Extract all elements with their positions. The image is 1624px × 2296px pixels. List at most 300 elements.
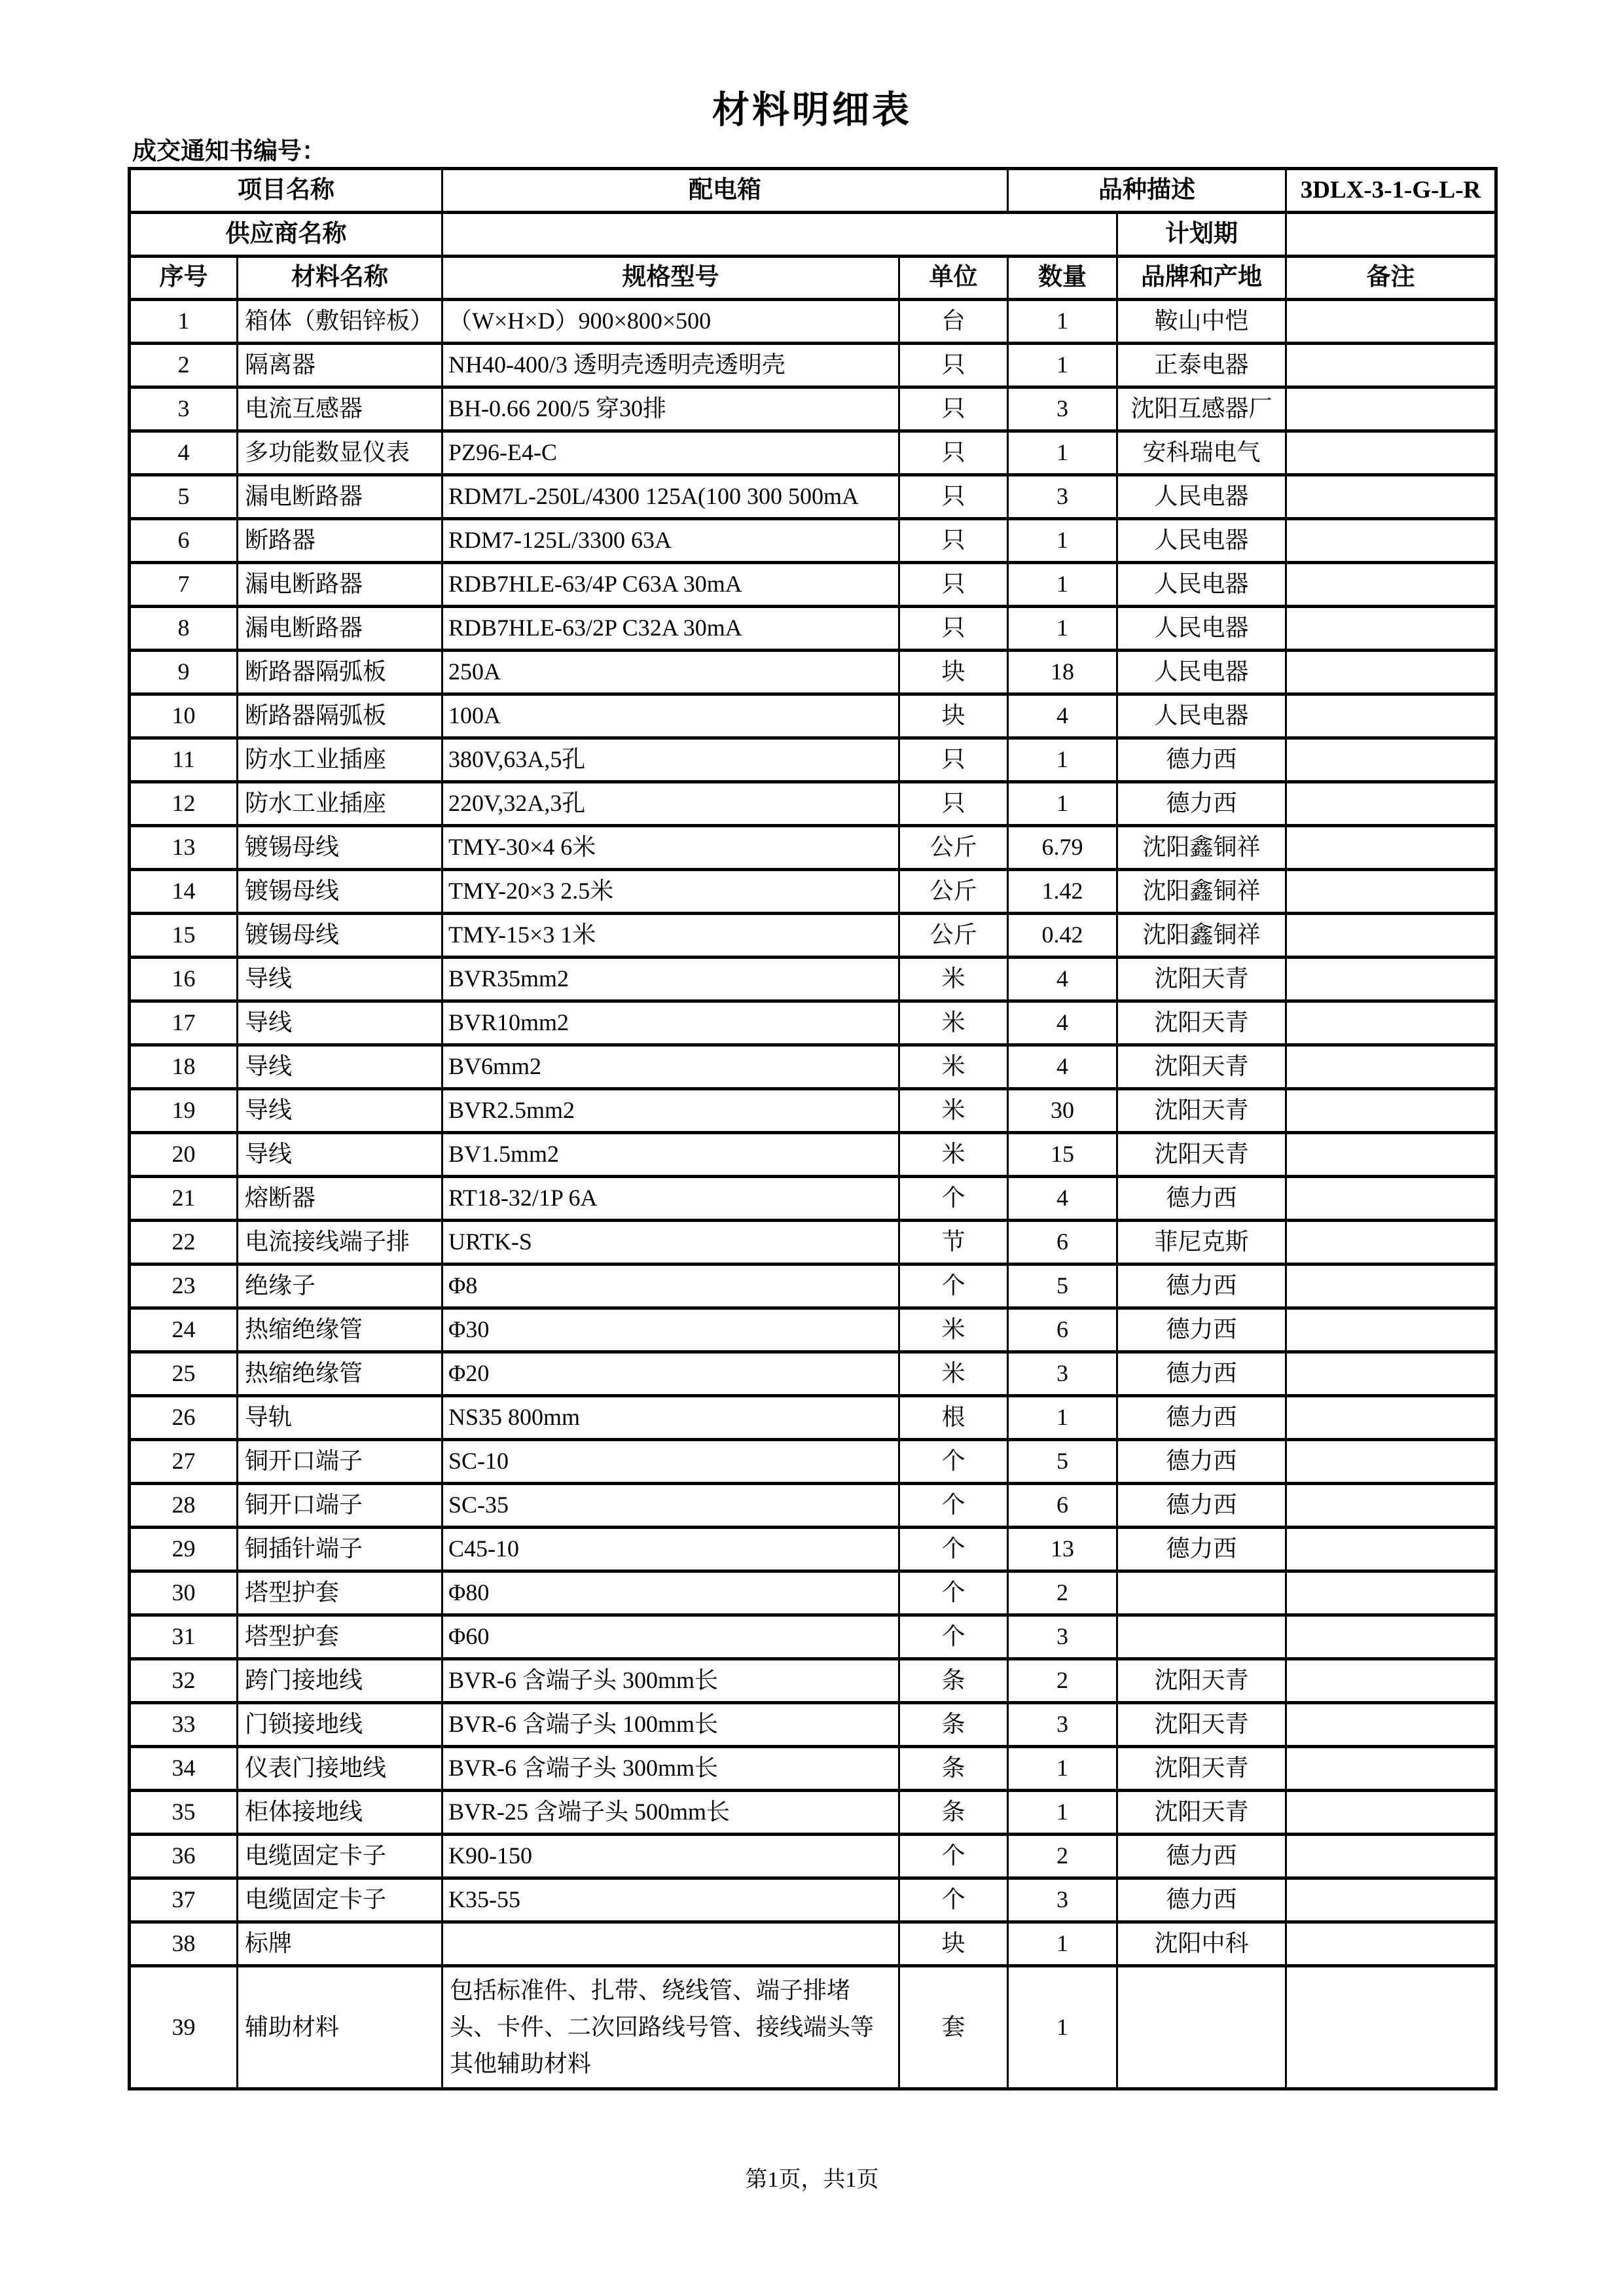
material-name-cell: 多功能数显仪表	[238, 431, 442, 475]
spec-model-cell: Φ30	[442, 1308, 899, 1352]
unit-cell: 米	[899, 1308, 1008, 1352]
spec-model-cell: BV1.5mm2	[442, 1133, 899, 1177]
table-row	[130, 1528, 1496, 1571]
note-cell	[1286, 519, 1496, 563]
spec-model-cell: Φ60	[442, 1615, 899, 1659]
brand-origin-cell: 德力西	[1117, 738, 1286, 782]
brand-origin-cell: 德力西	[1117, 1528, 1286, 1571]
material-name-cell: 柜体接地线	[238, 1791, 442, 1835]
spec-model-cell: BVR35mm2	[442, 958, 899, 1001]
row-no-cell: 15	[130, 914, 238, 958]
material-name-cell: 塔型护套	[238, 1615, 442, 1659]
col-header-note: 备注	[1286, 257, 1496, 300]
table-row	[130, 607, 1496, 651]
brand-origin-cell: 沈阳天青	[1117, 1791, 1286, 1835]
note-cell	[1286, 782, 1496, 826]
spec-model-cell: BVR-6 含端子头 300mm长	[442, 1747, 899, 1791]
spec-model-cell: RT18-32/1P 6A	[442, 1177, 899, 1221]
note-cell	[1286, 1747, 1496, 1791]
material-name-cell: 电流互感器	[238, 387, 442, 431]
unit-cell: 只	[899, 344, 1008, 387]
plan-period-value	[1286, 213, 1496, 257]
row-no-cell: 25	[130, 1352, 238, 1396]
table-row	[130, 1133, 1496, 1177]
brand-origin-cell: 人民电器	[1117, 563, 1286, 607]
table-row	[130, 1396, 1496, 1440]
note-cell	[1286, 475, 1496, 519]
row-no-cell: 27	[130, 1440, 238, 1484]
quantity-cell: 6	[1008, 1221, 1117, 1265]
spec-model-cell: K90-150	[442, 1835, 899, 1878]
row-no-cell: 5	[130, 475, 238, 519]
quantity-cell: 6.79	[1008, 826, 1117, 870]
quantity-cell: 1	[1008, 1922, 1117, 1966]
row-no-cell: 36	[130, 1835, 238, 1878]
table-row	[130, 1966, 1496, 2089]
unit-cell: 只	[899, 475, 1008, 519]
page-title: 材料明细表	[712, 89, 912, 131]
note-cell	[1286, 387, 1496, 431]
note-cell	[1286, 563, 1496, 607]
table-row	[130, 826, 1496, 870]
brand-origin-cell: 沈阳天青	[1117, 1133, 1286, 1177]
row-no-cell: 31	[130, 1615, 238, 1659]
table-row	[130, 1659, 1496, 1703]
unit-cell: 个	[899, 1484, 1008, 1528]
note-cell	[1286, 651, 1496, 694]
table-row	[130, 1747, 1496, 1791]
note-cell	[1286, 300, 1496, 344]
brand-origin-cell: 沈阳天青	[1117, 1045, 1286, 1089]
material-name-cell: 箱体（敷铝锌板）	[238, 300, 442, 344]
row-no-cell: 17	[130, 1001, 238, 1045]
col-header-quantity: 数量	[1008, 257, 1117, 300]
material-name-cell: 导线	[238, 1133, 442, 1177]
unit-cell: 只	[899, 607, 1008, 651]
quantity-cell: 30	[1008, 1089, 1117, 1133]
col-header-material-name: 材料名称	[238, 257, 442, 300]
brand-origin-cell: 沈阳鑫铜祥	[1117, 914, 1286, 958]
quantity-cell: 2	[1008, 1571, 1117, 1615]
material-name-cell: 标牌	[238, 1922, 442, 1966]
table-row	[130, 958, 1496, 1001]
note-cell	[1286, 870, 1496, 914]
note-cell	[1286, 1440, 1496, 1484]
brand-origin-cell: 沈阳鑫铜祥	[1117, 870, 1286, 914]
note-cell	[1286, 431, 1496, 475]
brand-origin-cell: 德力西	[1117, 1177, 1286, 1221]
row-no-cell: 32	[130, 1659, 238, 1703]
spec-model-cell: 100A	[442, 694, 899, 738]
quantity-cell: 4	[1008, 694, 1117, 738]
table-row	[130, 782, 1496, 826]
material-name-cell: 隔离器	[238, 344, 442, 387]
unit-cell: 块	[899, 694, 1008, 738]
quantity-cell: 1	[1008, 1396, 1117, 1440]
material-name-cell: 电缆固定卡子	[238, 1878, 442, 1922]
unit-cell: 条	[899, 1747, 1008, 1791]
unit-cell: 节	[899, 1221, 1008, 1265]
brand-origin-cell: 人民电器	[1117, 651, 1286, 694]
note-cell	[1286, 1791, 1496, 1835]
note-cell	[1286, 738, 1496, 782]
brand-origin-cell: 德力西	[1117, 1878, 1286, 1922]
brand-origin-cell: 德力西	[1117, 1440, 1286, 1484]
plan-period-label: 计划期	[1117, 213, 1286, 257]
note-cell	[1286, 1878, 1496, 1922]
note-cell	[1286, 958, 1496, 1001]
row-no-cell: 22	[130, 1221, 238, 1265]
unit-cell: 米	[899, 1089, 1008, 1133]
row-no-cell: 38	[130, 1922, 238, 1966]
spec-model-cell	[442, 1922, 899, 1966]
spec-model-cell: URTK-S	[442, 1221, 899, 1265]
spec-model-cell: BVR2.5mm2	[442, 1089, 899, 1133]
note-cell	[1286, 1396, 1496, 1440]
material-name-cell: 导线	[238, 1045, 442, 1089]
spec-model-cell: 包括标准件、扎带、绕线管、端子排堵头、卡件、二次回路线号管、接线端头等其他辅助材料	[442, 1966, 899, 2089]
brand-origin-cell: 沈阳天青	[1117, 1089, 1286, 1133]
spec-model-cell: Φ80	[442, 1571, 899, 1615]
row-no-cell: 8	[130, 607, 238, 651]
quantity-cell: 0.42	[1008, 914, 1117, 958]
brand-origin-cell	[1117, 1571, 1286, 1615]
note-cell	[1286, 1133, 1496, 1177]
table-row	[130, 1571, 1496, 1615]
unit-cell: 个	[899, 1177, 1008, 1221]
table-row	[130, 651, 1496, 694]
material-name-cell: 镀锡母线	[238, 826, 442, 870]
notice-number-label: 成交通知书编号：	[132, 137, 326, 164]
quantity-cell: 4	[1008, 1001, 1117, 1045]
material-table	[128, 167, 1498, 2090]
table-row	[130, 344, 1496, 387]
note-cell	[1286, 1265, 1496, 1308]
quantity-cell: 1	[1008, 607, 1117, 651]
info-row-supplier	[130, 213, 1496, 257]
info-row-project	[130, 169, 1496, 213]
note-cell	[1286, 1659, 1496, 1703]
brand-origin-cell: 人民电器	[1117, 519, 1286, 563]
table-row	[130, 1352, 1496, 1396]
note-cell	[1286, 1177, 1496, 1221]
table-row	[130, 431, 1496, 475]
table-row	[130, 1835, 1496, 1878]
quantity-cell: 4	[1008, 1177, 1117, 1221]
spec-model-cell: （W×H×D）900×800×500	[442, 300, 899, 344]
row-no-cell: 24	[130, 1308, 238, 1352]
quantity-cell: 1	[1008, 563, 1117, 607]
spec-model-cell: C45-10	[442, 1528, 899, 1571]
unit-cell: 只	[899, 563, 1008, 607]
row-no-cell: 12	[130, 782, 238, 826]
brand-origin-cell: 德力西	[1117, 1484, 1286, 1528]
quantity-cell: 3	[1008, 475, 1117, 519]
note-cell	[1286, 1045, 1496, 1089]
note-cell	[1286, 1528, 1496, 1571]
note-cell	[1286, 1308, 1496, 1352]
unit-cell: 个	[899, 1835, 1008, 1878]
brand-origin-cell: 德力西	[1117, 1835, 1286, 1878]
variety-desc-label: 品种描述	[1008, 169, 1286, 213]
material-name-cell: 铜开口端子	[238, 1440, 442, 1484]
note-cell	[1286, 607, 1496, 651]
brand-origin-cell: 德力西	[1117, 782, 1286, 826]
table-row	[130, 694, 1496, 738]
row-no-cell: 29	[130, 1528, 238, 1571]
quantity-cell: 5	[1008, 1265, 1117, 1308]
quantity-cell: 3	[1008, 1352, 1117, 1396]
spec-model-cell: 220V,32A,3孔	[442, 782, 899, 826]
spec-model-cell: RDB7HLE-63/4P C63A 30mA	[442, 563, 899, 607]
table-row	[130, 914, 1496, 958]
brand-origin-cell: 德力西	[1117, 1265, 1286, 1308]
unit-cell: 条	[899, 1703, 1008, 1747]
unit-cell: 套	[899, 1966, 1008, 2089]
table-row	[130, 1922, 1496, 1966]
quantity-cell: 3	[1008, 1615, 1117, 1659]
table-row	[130, 475, 1496, 519]
note-cell	[1286, 1615, 1496, 1659]
quantity-cell: 1.42	[1008, 870, 1117, 914]
col-header-brand-origin: 品牌和产地	[1117, 257, 1286, 300]
brand-origin-cell	[1117, 1615, 1286, 1659]
spec-model-cell: BV6mm2	[442, 1045, 899, 1089]
row-no-cell: 11	[130, 738, 238, 782]
quantity-cell: 1	[1008, 431, 1117, 475]
brand-origin-cell	[1117, 1966, 1286, 2089]
brand-origin-cell: 沈阳鑫铜祥	[1117, 826, 1286, 870]
spec-model-cell: RDM7L-250L/4300 125A(100 300 500mA	[442, 475, 899, 519]
unit-cell: 块	[899, 651, 1008, 694]
spec-model-cell: TMY-30×4 6米	[442, 826, 899, 870]
table-row	[130, 300, 1496, 344]
spec-model-cell: NH40-400/3 透明壳透明壳透明壳	[442, 344, 899, 387]
unit-cell: 块	[899, 1922, 1008, 1966]
table-row	[130, 1089, 1496, 1133]
material-name-cell: 断路器	[238, 519, 442, 563]
spec-model-cell: NS35 800mm	[442, 1396, 899, 1440]
material-name-cell: 防水工业插座	[238, 782, 442, 826]
quantity-cell: 3	[1008, 1703, 1117, 1747]
unit-cell: 个	[899, 1615, 1008, 1659]
row-no-cell: 21	[130, 1177, 238, 1221]
unit-cell: 个	[899, 1440, 1008, 1484]
brand-origin-cell: 人民电器	[1117, 694, 1286, 738]
table-row	[130, 1615, 1496, 1659]
row-no-cell: 28	[130, 1484, 238, 1528]
table-row	[130, 1484, 1496, 1528]
quantity-cell: 1	[1008, 1966, 1117, 2089]
quantity-cell: 5	[1008, 1440, 1117, 1484]
note-cell	[1286, 1352, 1496, 1396]
unit-cell: 米	[899, 1001, 1008, 1045]
note-cell	[1286, 1966, 1496, 2089]
unit-cell: 公斤	[899, 914, 1008, 958]
material-name-cell: 电缆固定卡子	[238, 1835, 442, 1878]
material-name-cell: 镀锡母线	[238, 870, 442, 914]
unit-cell: 只	[899, 782, 1008, 826]
quantity-cell: 1	[1008, 738, 1117, 782]
row-no-cell: 9	[130, 651, 238, 694]
unit-cell: 条	[899, 1659, 1008, 1703]
spec-model-cell: TMY-15×3 1米	[442, 914, 899, 958]
quantity-cell: 2	[1008, 1659, 1117, 1703]
spec-model-cell: Φ8	[442, 1265, 899, 1308]
project-name-label: 项目名称	[130, 169, 442, 213]
quantity-cell: 3	[1008, 387, 1117, 431]
unit-cell: 个	[899, 1571, 1008, 1615]
row-no-cell: 6	[130, 519, 238, 563]
material-name-cell: 门锁接地线	[238, 1703, 442, 1747]
column-header-row	[130, 257, 1496, 300]
quantity-cell: 1	[1008, 782, 1117, 826]
brand-origin-cell: 鞍山中恺	[1117, 300, 1286, 344]
row-no-cell: 10	[130, 694, 238, 738]
quantity-cell: 1	[1008, 344, 1117, 387]
material-name-cell: 熔断器	[238, 1177, 442, 1221]
material-name-cell: 仪表门接地线	[238, 1747, 442, 1791]
note-cell	[1286, 1089, 1496, 1133]
brand-origin-cell: 德力西	[1117, 1352, 1286, 1396]
material-name-cell: 绝缘子	[238, 1265, 442, 1308]
row-no-cell: 1	[130, 300, 238, 344]
table-row	[130, 1703, 1496, 1747]
variety-desc-value: 3DLX-3-1-G-L-R	[1286, 169, 1496, 213]
material-name-cell: 电流接线端子排	[238, 1221, 442, 1265]
note-cell	[1286, 1001, 1496, 1045]
unit-cell: 条	[899, 1791, 1008, 1835]
col-header-unit: 单位	[899, 257, 1008, 300]
brand-origin-cell: 人民电器	[1117, 607, 1286, 651]
material-name-cell: 断路器隔弧板	[238, 694, 442, 738]
spec-model-cell: BVR-25 含端子头 500mm长	[442, 1791, 899, 1835]
material-name-cell: 漏电断路器	[238, 475, 442, 519]
material-name-cell: 辅助材料	[238, 1966, 442, 2089]
row-no-cell: 37	[130, 1878, 238, 1922]
spec-model-cell: 250A	[442, 651, 899, 694]
table-row	[130, 1440, 1496, 1484]
unit-cell: 只	[899, 431, 1008, 475]
note-cell	[1286, 1484, 1496, 1528]
quantity-cell: 4	[1008, 958, 1117, 1001]
spec-model-cell: BVR-6 含端子头 100mm长	[442, 1703, 899, 1747]
spec-model-cell: RDM7-125L/3300 63A	[442, 519, 899, 563]
note-cell	[1286, 1835, 1496, 1878]
table-row	[130, 1177, 1496, 1221]
note-cell	[1286, 344, 1496, 387]
material-name-cell: 防水工业插座	[238, 738, 442, 782]
note-cell	[1286, 694, 1496, 738]
note-cell	[1286, 1922, 1496, 1966]
unit-cell: 米	[899, 1133, 1008, 1177]
row-no-cell: 33	[130, 1703, 238, 1747]
col-header-spec-model: 规格型号	[442, 257, 899, 300]
unit-cell: 米	[899, 1045, 1008, 1089]
material-name-cell: 导线	[238, 958, 442, 1001]
spec-model-cell: 380V,63A,5孔	[442, 738, 899, 782]
table-row	[130, 563, 1496, 607]
unit-cell: 根	[899, 1396, 1008, 1440]
unit-cell: 米	[899, 1352, 1008, 1396]
table-row	[130, 1045, 1496, 1089]
brand-origin-cell: 沈阳互感器厂	[1117, 387, 1286, 431]
spec-model-cell: BH-0.66 200/5 穿30排	[442, 387, 899, 431]
material-name-cell: 断路器隔弧板	[238, 651, 442, 694]
brand-origin-cell: 正泰电器	[1117, 344, 1286, 387]
row-no-cell: 18	[130, 1045, 238, 1089]
table-row	[130, 1001, 1496, 1045]
row-no-cell: 23	[130, 1265, 238, 1308]
brand-origin-cell: 沈阳天青	[1117, 1703, 1286, 1747]
spec-model-cell: SC-35	[442, 1484, 899, 1528]
spec-model-cell: RDB7HLE-63/2P C32A 30mA	[442, 607, 899, 651]
brand-origin-cell: 沈阳天青	[1117, 1747, 1286, 1791]
spec-model-cell: SC-10	[442, 1440, 899, 1484]
unit-cell: 个	[899, 1528, 1008, 1571]
brand-origin-cell: 人民电器	[1117, 475, 1286, 519]
table-row	[130, 738, 1496, 782]
supplier-name-label: 供应商名称	[130, 213, 442, 257]
material-name-cell: 镀锡母线	[238, 914, 442, 958]
row-no-cell: 4	[130, 431, 238, 475]
material-name-cell: 漏电断路器	[238, 563, 442, 607]
page-number: 第1页，共1页	[745, 2168, 879, 2192]
table-row	[130, 1878, 1496, 1922]
table-row	[130, 1791, 1496, 1835]
brand-origin-cell: 沈阳天青	[1117, 1659, 1286, 1703]
table-row	[130, 1265, 1496, 1308]
row-no-cell: 19	[130, 1089, 238, 1133]
quantity-cell: 6	[1008, 1308, 1117, 1352]
material-name-cell: 热缩绝缘管	[238, 1352, 442, 1396]
project-name-value: 配电箱	[442, 169, 1008, 213]
brand-origin-cell: 沈阳中科	[1117, 1922, 1286, 1966]
brand-origin-cell: 德力西	[1117, 1308, 1286, 1352]
quantity-cell: 15	[1008, 1133, 1117, 1177]
material-name-cell: 导线	[238, 1089, 442, 1133]
spec-model-cell: BVR10mm2	[442, 1001, 899, 1045]
material-name-cell: 导轨	[238, 1396, 442, 1440]
unit-cell: 只	[899, 387, 1008, 431]
material-name-cell: 导线	[238, 1001, 442, 1045]
brand-origin-cell: 沈阳天青	[1117, 958, 1286, 1001]
unit-cell: 公斤	[899, 870, 1008, 914]
material-name-cell: 铜插针端子	[238, 1528, 442, 1571]
unit-cell: 只	[899, 738, 1008, 782]
unit-cell: 只	[899, 519, 1008, 563]
unit-cell: 公斤	[899, 826, 1008, 870]
quantity-cell: 1	[1008, 1747, 1117, 1791]
quantity-cell: 2	[1008, 1835, 1117, 1878]
note-cell	[1286, 826, 1496, 870]
row-no-cell: 14	[130, 870, 238, 914]
note-cell	[1286, 1571, 1496, 1615]
material-name-cell: 热缩绝缘管	[238, 1308, 442, 1352]
material-name-cell: 铜开口端子	[238, 1484, 442, 1528]
spec-model-cell: Φ20	[442, 1352, 899, 1396]
spec-model-cell: K35-55	[442, 1878, 899, 1922]
spec-model-cell: PZ96-E4-C	[442, 431, 899, 475]
brand-origin-cell: 安科瑞电气	[1117, 431, 1286, 475]
table-row	[130, 387, 1496, 431]
note-cell	[1286, 1221, 1496, 1265]
spec-model-cell: TMY-20×3 2.5米	[442, 870, 899, 914]
quantity-cell: 3	[1008, 1878, 1117, 1922]
table-row	[130, 1221, 1496, 1265]
row-no-cell: 20	[130, 1133, 238, 1177]
brand-origin-cell: 菲尼克斯	[1117, 1221, 1286, 1265]
